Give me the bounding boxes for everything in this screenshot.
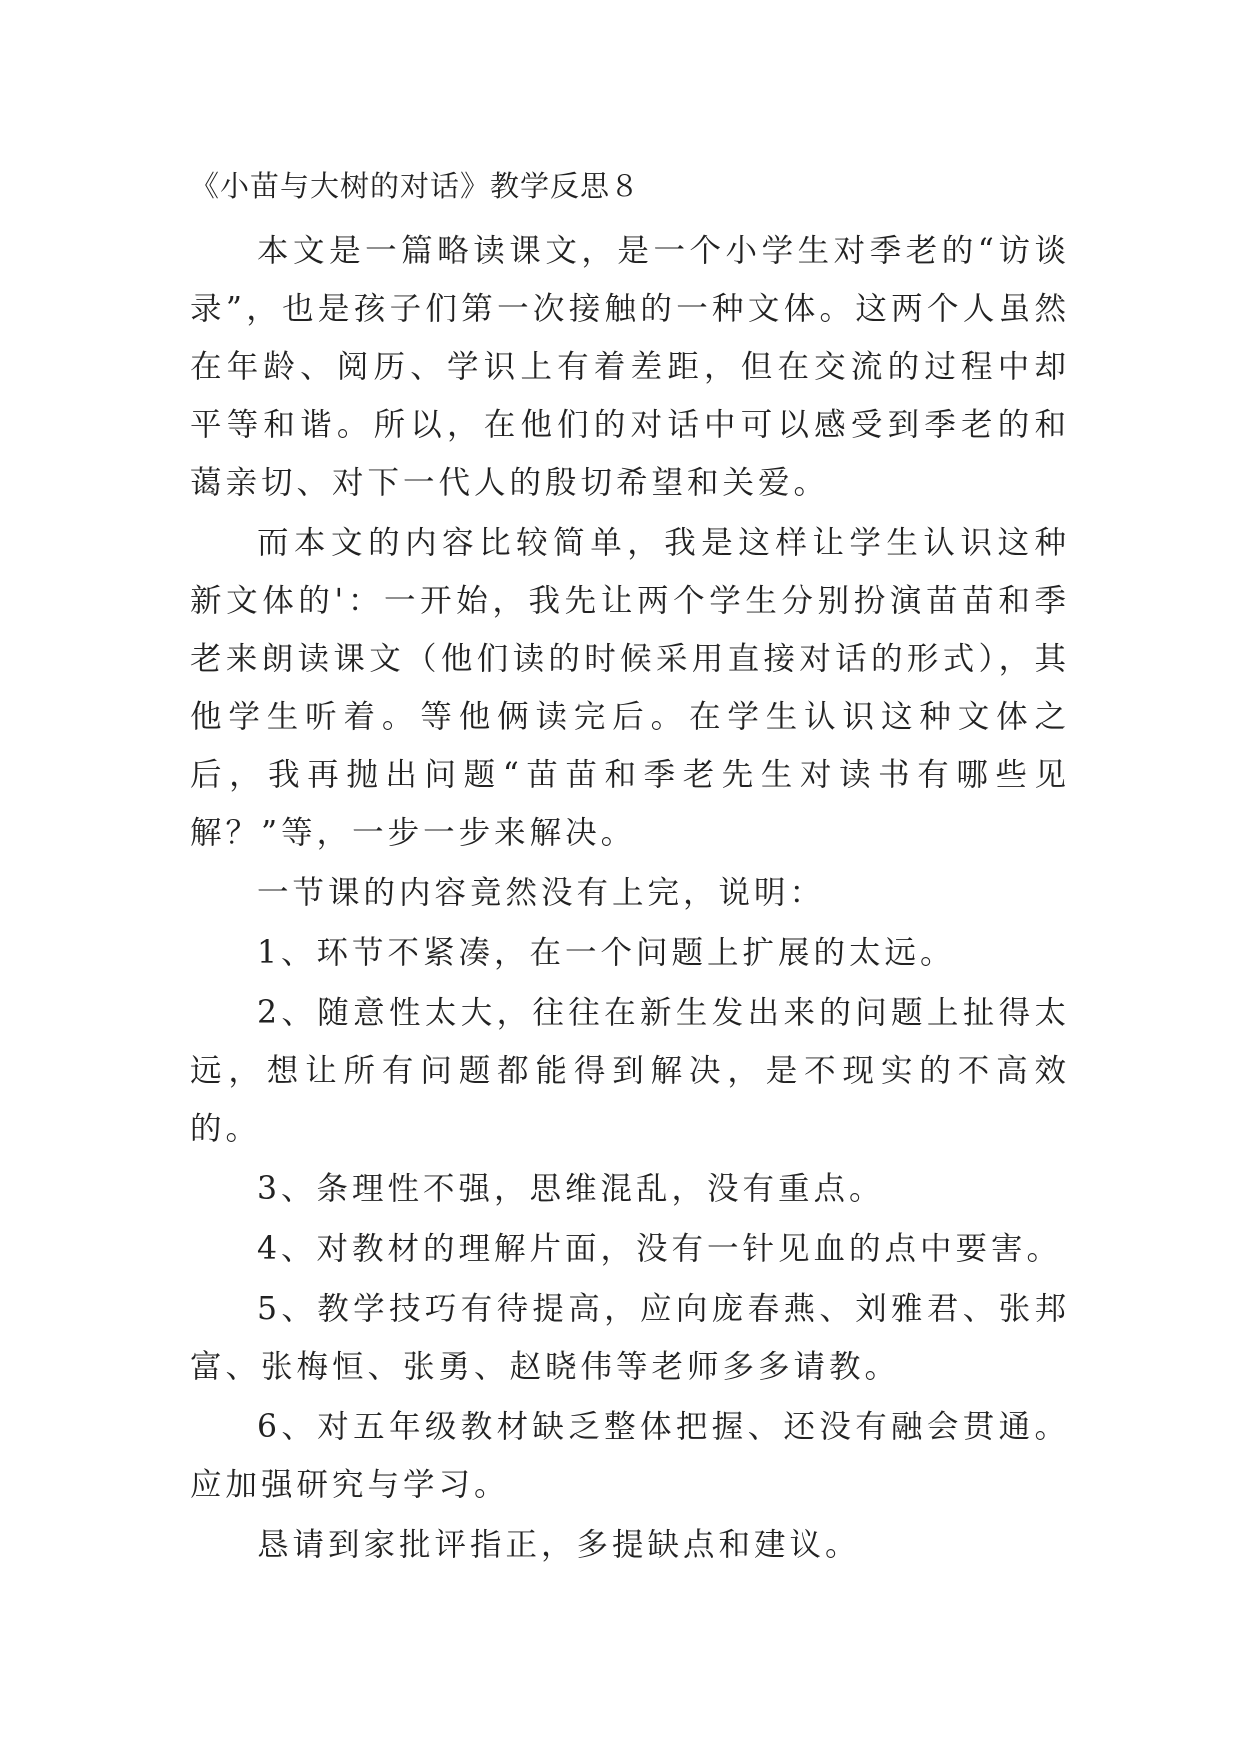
paragraph-closing: 恳请到家批评指正，多提缺点和建议。 [257,1527,861,1563]
list-item-5: 5、教学技巧有待提高，应向庞春燕、刘雅君、张邦富、张梅恒、张勇、赵晓伟等老师多多请教。 [190,1291,1070,1385]
list-item-3: 3、条理性不强，思维混乱，没有重点。 [257,1171,885,1207]
list-item-1: 1、环节不紧凑，在一个问题上扩展的太远。 [257,935,956,971]
paragraph-intro: 本文是一篇略读课文，是一个小学生对季老的“访谈录”，也是孩子们第一次接触的一种文体。这两个人虽然在年龄、阅历、学识上有着差距，但在交流的过程中却平等和谐。所以，在他们的对话中可以感受到季老的和蔼亲切、对下一代人的殷切希望和关爱。 [190,233,1070,501]
paragraph-summary: 一节课的内容竟然没有上完，说明： [257,875,826,911]
list-item-6: 6、对五年级教材缺乏整体把握、还没有融会贯通。应加强研究与学习。 [190,1409,1070,1503]
list-item-2: 2、随意性太大，往往在新生发出来的问题上扯得太远，想让所有问题都能得到解决，是不现实的不高效的。 [190,995,1070,1147]
list-item-4: 4、对教材的理解片面，没有一针见血的点中要害。 [257,1231,1063,1267]
document-title: 《小苗与大树的对话》教学反思８ [190,169,641,203]
paragraph-method: 而本文的内容比较简单，我是这样让学生认识这种新文体的'：一开始，我先让两个学生分别扮演苗苗和季老来朗读课文（他们读的时候采用直接对话的形式），其他学生听着。等他俩读完后。在学生认识这种文体之后，我再抛出问题“苗苗和季老先生对读书有哪些见解？”等，一步一步来解决。 [190,525,1070,851]
document-page [190,164,1070,1576]
